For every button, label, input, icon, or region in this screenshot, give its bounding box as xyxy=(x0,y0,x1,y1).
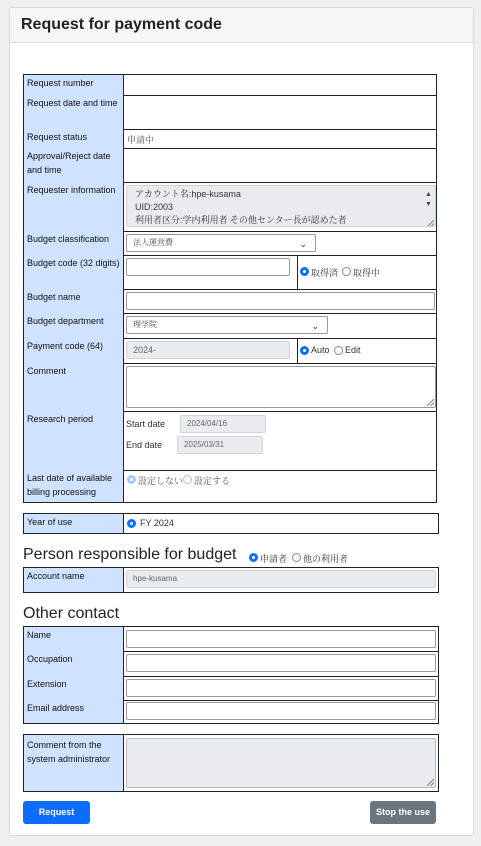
row-request-status xyxy=(24,129,436,149)
payment-code-label: Payment code (64) xyxy=(24,338,124,363)
budget-code-obtained-label[interactable]: 取得済 xyxy=(311,268,339,278)
responsible-applicant-label[interactable]: 申請者 xyxy=(260,554,288,564)
payment-code-edit-radio[interactable] xyxy=(334,346,343,355)
responsible-heading: Person responsible for budget xyxy=(23,546,237,563)
requester-info-box[interactable] xyxy=(126,185,436,227)
last-date-not-set-label[interactable]: 設定しない xyxy=(138,476,184,486)
year-of-use-table xyxy=(23,513,439,534)
row-name xyxy=(24,627,438,652)
budget-name-input[interactable] xyxy=(126,292,435,310)
request-date-label: Request date and time xyxy=(24,95,124,129)
occupation-label: Occupation xyxy=(24,651,124,676)
admin-comment-textarea[interactable] xyxy=(126,738,436,788)
payment-code-edit-label[interactable]: Edit xyxy=(345,345,361,355)
budget-code-obtained-radio[interactable] xyxy=(300,267,309,276)
budget-code-label: Budget code (32 digits) xyxy=(24,255,124,289)
chevron-down-icon: ⌄ xyxy=(299,239,307,249)
budget-classification-select[interactable] xyxy=(126,234,316,252)
page-title: Request for payment code xyxy=(21,16,222,33)
row-payment-code xyxy=(24,338,436,364)
budget-code-divider xyxy=(297,255,298,289)
admin-comment-table xyxy=(23,734,439,792)
budget-classification-value: 法人運営費 xyxy=(133,238,173,247)
row-budget-name xyxy=(24,289,436,314)
payment-code-input[interactable]: 2024- xyxy=(126,341,290,359)
stop-use-button[interactable]: Stop the use xyxy=(370,801,436,824)
name-input[interactable] xyxy=(126,630,436,648)
account-name-input[interactable]: hpe-kusama xyxy=(126,570,436,588)
responsible-other-label[interactable]: 他の利用者 xyxy=(303,554,349,564)
end-date-input[interactable]: 2025/03/31 xyxy=(177,436,263,454)
extension-label: Extension xyxy=(24,676,124,700)
research-period-label: Research period xyxy=(24,411,124,470)
year-of-use-radio[interactable] xyxy=(127,519,136,528)
budget-department-value: 理学院 xyxy=(133,320,157,329)
name-label: Name xyxy=(24,627,124,651)
budget-classification-label: Budget classification xyxy=(24,231,124,255)
last-date-not-set-radio[interactable] xyxy=(127,475,136,484)
row-requester xyxy=(24,182,436,232)
admin-comment-label: Comment from the system administrator xyxy=(24,735,124,791)
scroll-down-icon[interactable]: ▼ xyxy=(425,201,432,208)
requester-line-1: アカウント名:hpe-kusama xyxy=(135,189,241,199)
payment-code-divider xyxy=(297,338,298,363)
row-comment xyxy=(24,363,436,412)
last-date-set-radio[interactable] xyxy=(183,475,192,484)
budget-department-label: Budget department xyxy=(24,313,124,338)
email-label: Email address xyxy=(24,700,124,723)
start-date-input[interactable]: 2024/04/16 xyxy=(180,415,266,433)
request-number-label: Request number xyxy=(24,75,124,95)
approval-date-label: Approval/Reject date and time xyxy=(24,148,124,182)
row-occupation xyxy=(24,651,438,677)
comment-textarea[interactable] xyxy=(126,366,436,408)
request-table xyxy=(23,74,437,503)
card-header xyxy=(10,8,473,43)
row-extension xyxy=(24,676,438,701)
row-email xyxy=(24,700,438,723)
budget-code-input[interactable] xyxy=(126,258,290,276)
budget-name-label: Budget name xyxy=(24,289,124,313)
other-contact-heading: Other contact xyxy=(23,605,120,622)
other-contact-table xyxy=(23,626,439,724)
request-status-label: Request status xyxy=(24,129,124,148)
occupation-input[interactable] xyxy=(126,654,436,672)
responsible-applicant-radio[interactable] xyxy=(249,553,258,562)
request-status-value: 申請中 xyxy=(127,135,155,145)
comment-label: Comment xyxy=(24,363,124,411)
row-research-period xyxy=(24,411,436,471)
start-date-label: Start date xyxy=(126,419,166,429)
email-input[interactable] xyxy=(126,702,436,720)
requester-line-3: 利用者区分:学内利用者 その他センター長が認めた者 xyxy=(135,215,347,225)
row-approval-date xyxy=(24,148,436,183)
year-of-use-value[interactable]: FY 2024 xyxy=(140,518,174,528)
last-date-label: Last date of available billing processing xyxy=(24,470,124,502)
payment-code-auto-label[interactable]: Auto xyxy=(311,345,330,355)
resize-grip-icon[interactable] xyxy=(427,220,434,227)
resize-grip-icon[interactable] xyxy=(427,779,434,786)
request-button[interactable]: Request xyxy=(23,801,90,824)
last-date-set-label[interactable]: 設定する xyxy=(194,476,231,486)
end-date-label: End date xyxy=(126,440,163,450)
budget-code-pending-label[interactable]: 取得中 xyxy=(353,268,381,278)
extension-input[interactable] xyxy=(126,679,436,697)
row-budget-classification xyxy=(24,231,436,256)
scroll-up-icon[interactable]: ▲ xyxy=(425,191,432,198)
budget-code-pending-radio[interactable] xyxy=(342,267,351,276)
row-budget-department xyxy=(24,313,436,339)
chevron-down-icon: ⌄ xyxy=(311,321,319,331)
year-of-use-label: Year of use xyxy=(24,514,124,533)
row-request-number xyxy=(24,75,436,96)
budget-department-select[interactable] xyxy=(126,316,328,334)
resize-grip-icon[interactable] xyxy=(427,399,434,406)
row-budget-code xyxy=(24,255,436,290)
payment-code-auto-radio[interactable] xyxy=(300,346,309,355)
row-last-date xyxy=(24,470,436,502)
requester-label: Requester information xyxy=(24,182,124,231)
row-request-date xyxy=(24,95,436,130)
responsible-table xyxy=(23,567,439,593)
requester-line-2: UID:2003 xyxy=(135,202,174,212)
account-name-label: Account name xyxy=(24,568,124,592)
scrollbar[interactable] xyxy=(423,186,435,227)
responsible-other-radio[interactable] xyxy=(292,553,301,562)
